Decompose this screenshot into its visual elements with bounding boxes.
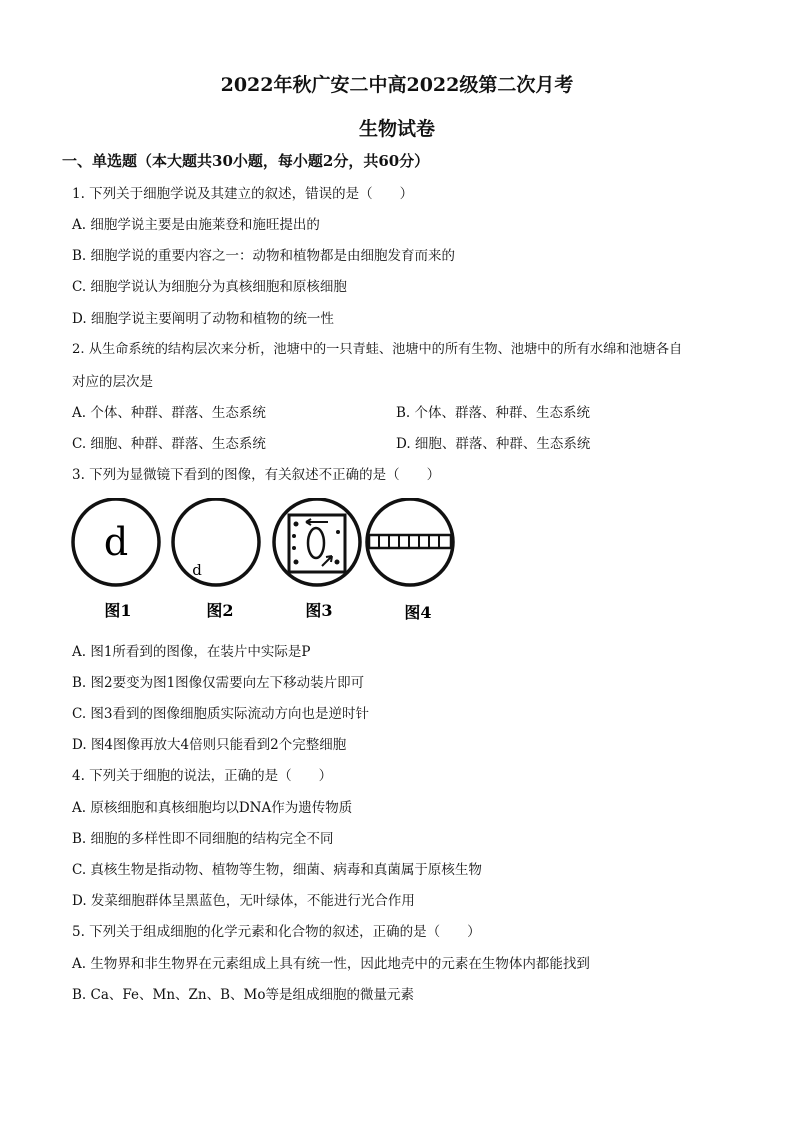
question-4-option-c: C. 真核生物是指动物、植物等生物，细菌、病毒和真菌属于原核生物 [72,862,482,878]
figure-3-chloroplast [294,522,299,527]
figure-1-label: 图1 [104,601,132,620]
question-3-option-d: D. 图4图像再放大4倍则只能看到2个完整细胞 [72,737,347,753]
microscope-figures [70,498,470,628]
figure-3-chloroplast [292,534,296,538]
question-3-option-c: C. 图3看到的图像细胞质实际流动方向也是逆时针 [72,706,370,722]
figure-3-chloroplast [336,530,340,534]
figure-3-nucleus [308,528,324,558]
question-2-option-d: D. 细胞、群落、种群、生态系统 [396,436,591,452]
figure-2-circle [173,499,259,585]
figure-4-label: 图4 [404,603,432,622]
figure-2-letter: d [192,561,202,579]
figure-3-label: 图3 [305,601,333,620]
question-2-stem-line2: 对应的层次是 [72,374,153,390]
question-1-option-c: C. 细胞学说认为细胞分为真核细胞和原核细胞 [72,279,347,295]
question-1-stem: 1. 下列关于细胞学说及其建立的叙述，错误的是（ ） [72,186,414,202]
question-3-option-b: B. 图2要变为图1图像仅需要向左下移动装片即可 [72,675,365,691]
question-2-option-c: C. 细胞、种群、群落、生态系统 [72,436,266,452]
question-5-option-a: A. 生物界和非生物界在元素组成上具有统一性，因此地壳中的元素在生物体内都能找到 [72,956,590,972]
question-5-option-b: B. Ca、Fe、Mn、Zn、B、Mo等是组成细胞的微量元素 [72,987,414,1003]
exam-title: 2022年秋广安二中高2022级第二次月考 [220,74,574,96]
figure-3-chloroplast [335,560,340,565]
question-3-stem: 3. 下列为显微镜下看到的图像，有关叙述不正确的是（ ） [72,467,441,483]
section-heading: 一、单选题（本大题共30小题，每小题2分，共60分） [62,152,430,170]
question-2-option-a: A. 个体、种群、群落、生态系统 [72,405,266,421]
question-5-stem: 5. 下列关于组成细胞的化学元素和化合物的叙述，正确的是（ ） [72,924,481,940]
question-4-option-d: D. 发菜细胞群体呈黑蓝色，无叶绿体，不能进行光合作用 [72,893,415,909]
question-1-option-b: B. 细胞学说的重要内容之一：动物和植物都是由细胞发育而来的 [72,248,456,264]
question-4-stem: 4. 下列关于细胞的说法，正确的是（ ） [72,768,333,784]
figure-4-cell-dividers [379,535,439,548]
figure-2-label: 图2 [206,601,234,620]
question-2-option-b: B. 个体、群落、种群、生态系统 [396,405,591,421]
exam-subtitle: 生物试卷 [358,118,435,140]
question-4-option-a: A. 原核细胞和真核细胞均以DNA作为遗传物质 [72,800,353,816]
question-4-option-b: B. 细胞的多样性即不同细胞的结构完全不同 [72,831,334,847]
figure-3-flow-arrow-top [306,519,328,525]
question-1-option-a: A. 细胞学说主要是由施莱登和施旺提出的 [72,217,320,233]
figure-3-chloroplast [292,546,296,550]
figure-3-chloroplast [294,560,299,565]
question-3-option-a: A. 图1所看到的图像，在装片中实际是P [72,644,311,660]
question-2-stem-line1: 2. 从生命系统的结构层次来分析，池塘中的一只青蛙、池塘中的所有生物、池塘中的所有水绵和池塘各自 [72,342,683,357]
question-1-option-d: D. 细胞学说主要阐明了动物和植物的统一性 [72,311,334,327]
figure-1-letter: d [103,520,129,564]
figure-3-flow-arrow-bottom [322,556,332,566]
